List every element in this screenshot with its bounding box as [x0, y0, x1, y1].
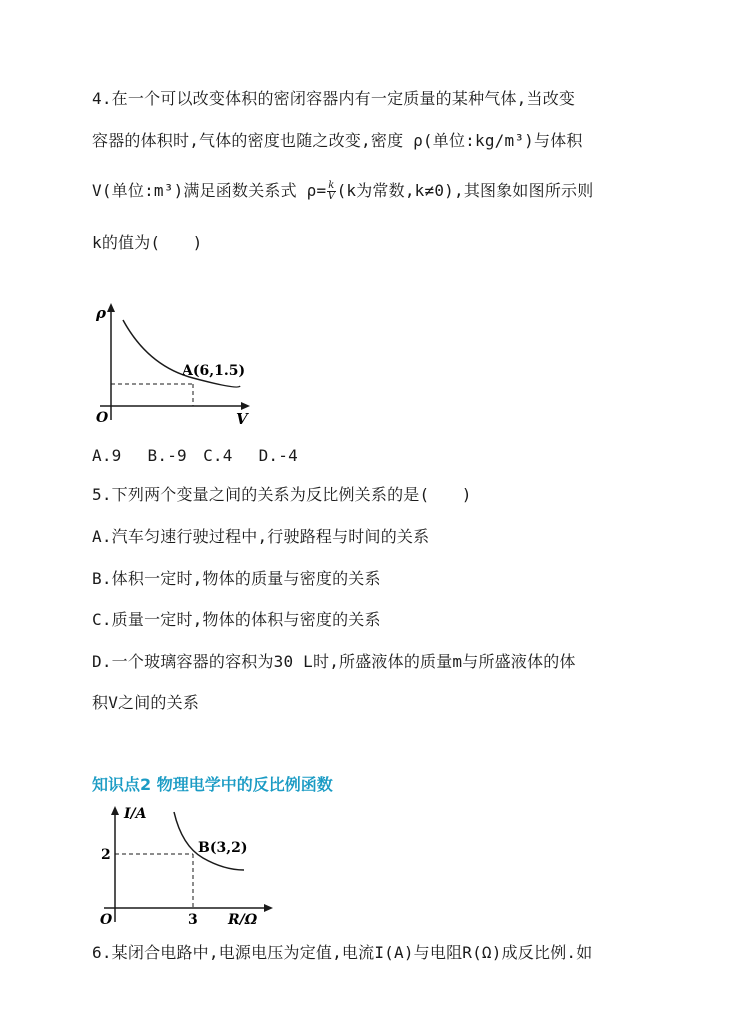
- fraction-k-over-v: [327, 181, 335, 202]
- q4-line-3: [92, 178, 593, 202]
- q5-option-d-line-1: D.一个玻璃容器的容积为30 L时,所盛液体的质量m与所盛液体的体: [92, 652, 576, 671]
- q6-line-1: 6.某闭合电路中,电源电压为定值,电流I(A)与电阻R(Ω)成反比例.如: [92, 943, 593, 962]
- x-tick-label: 3: [188, 912, 198, 928]
- y-axis-arrow: [111, 806, 119, 815]
- q4-line-4: k的值为( ): [92, 233, 203, 252]
- y-axis-label: ρ: [96, 304, 106, 322]
- y-tick-label: 2: [101, 847, 111, 863]
- q4-line-2: 容器的体积时,气体的密度也随之改变,密度 ρ(单位:kg/m³)与体积: [92, 131, 583, 150]
- section-title: 知识点2 物理电学中的反比例函数: [92, 775, 333, 794]
- q4-line-1: 4.在一个可以改变体积的密闭容器内有一定质量的某种气体,当改变: [92, 89, 576, 108]
- q5-option-c: C.质量一定时,物体的体积与密度的关系: [92, 610, 381, 629]
- point-a-label: A(6,1.5): [182, 363, 246, 379]
- y-axis-arrow: [107, 303, 115, 312]
- x-axis-arrow: [241, 402, 250, 410]
- q4-line-3-post: (k为常数,k≠0),其图象如图所示则: [336, 181, 594, 200]
- q4-options: A.9 B.-9 C.4 D.-4: [92, 446, 298, 465]
- fraction-numerator: k: [328, 180, 335, 191]
- q5-option-a: A.汽车匀速行驶过程中,行驶路程与时间的关系: [92, 527, 430, 546]
- q5-option-d-line-2: 积V之间的关系: [92, 693, 200, 712]
- origin-label: O: [96, 410, 109, 426]
- q5-option-b: B.体积一定时,物体的质量与密度的关系: [92, 569, 381, 588]
- x-axis-label: V: [236, 410, 248, 428]
- point-b-label: B(3,2): [198, 840, 248, 856]
- current-resistance-graph: [88, 800, 278, 928]
- q5-stem: 5.下列两个变量之间的关系为反比例关系的是( ): [92, 485, 472, 504]
- x-axis-label: R/Ω: [228, 912, 258, 928]
- y-axis-label: I/A: [124, 806, 147, 822]
- origin-label: O: [100, 912, 113, 928]
- density-volume-graph: [90, 298, 260, 430]
- q4-line-3-pre: V(单位:m³)满足函数关系式 ρ=: [92, 181, 327, 200]
- x-axis-arrow: [264, 904, 273, 912]
- fraction-denominator: V: [327, 191, 336, 202]
